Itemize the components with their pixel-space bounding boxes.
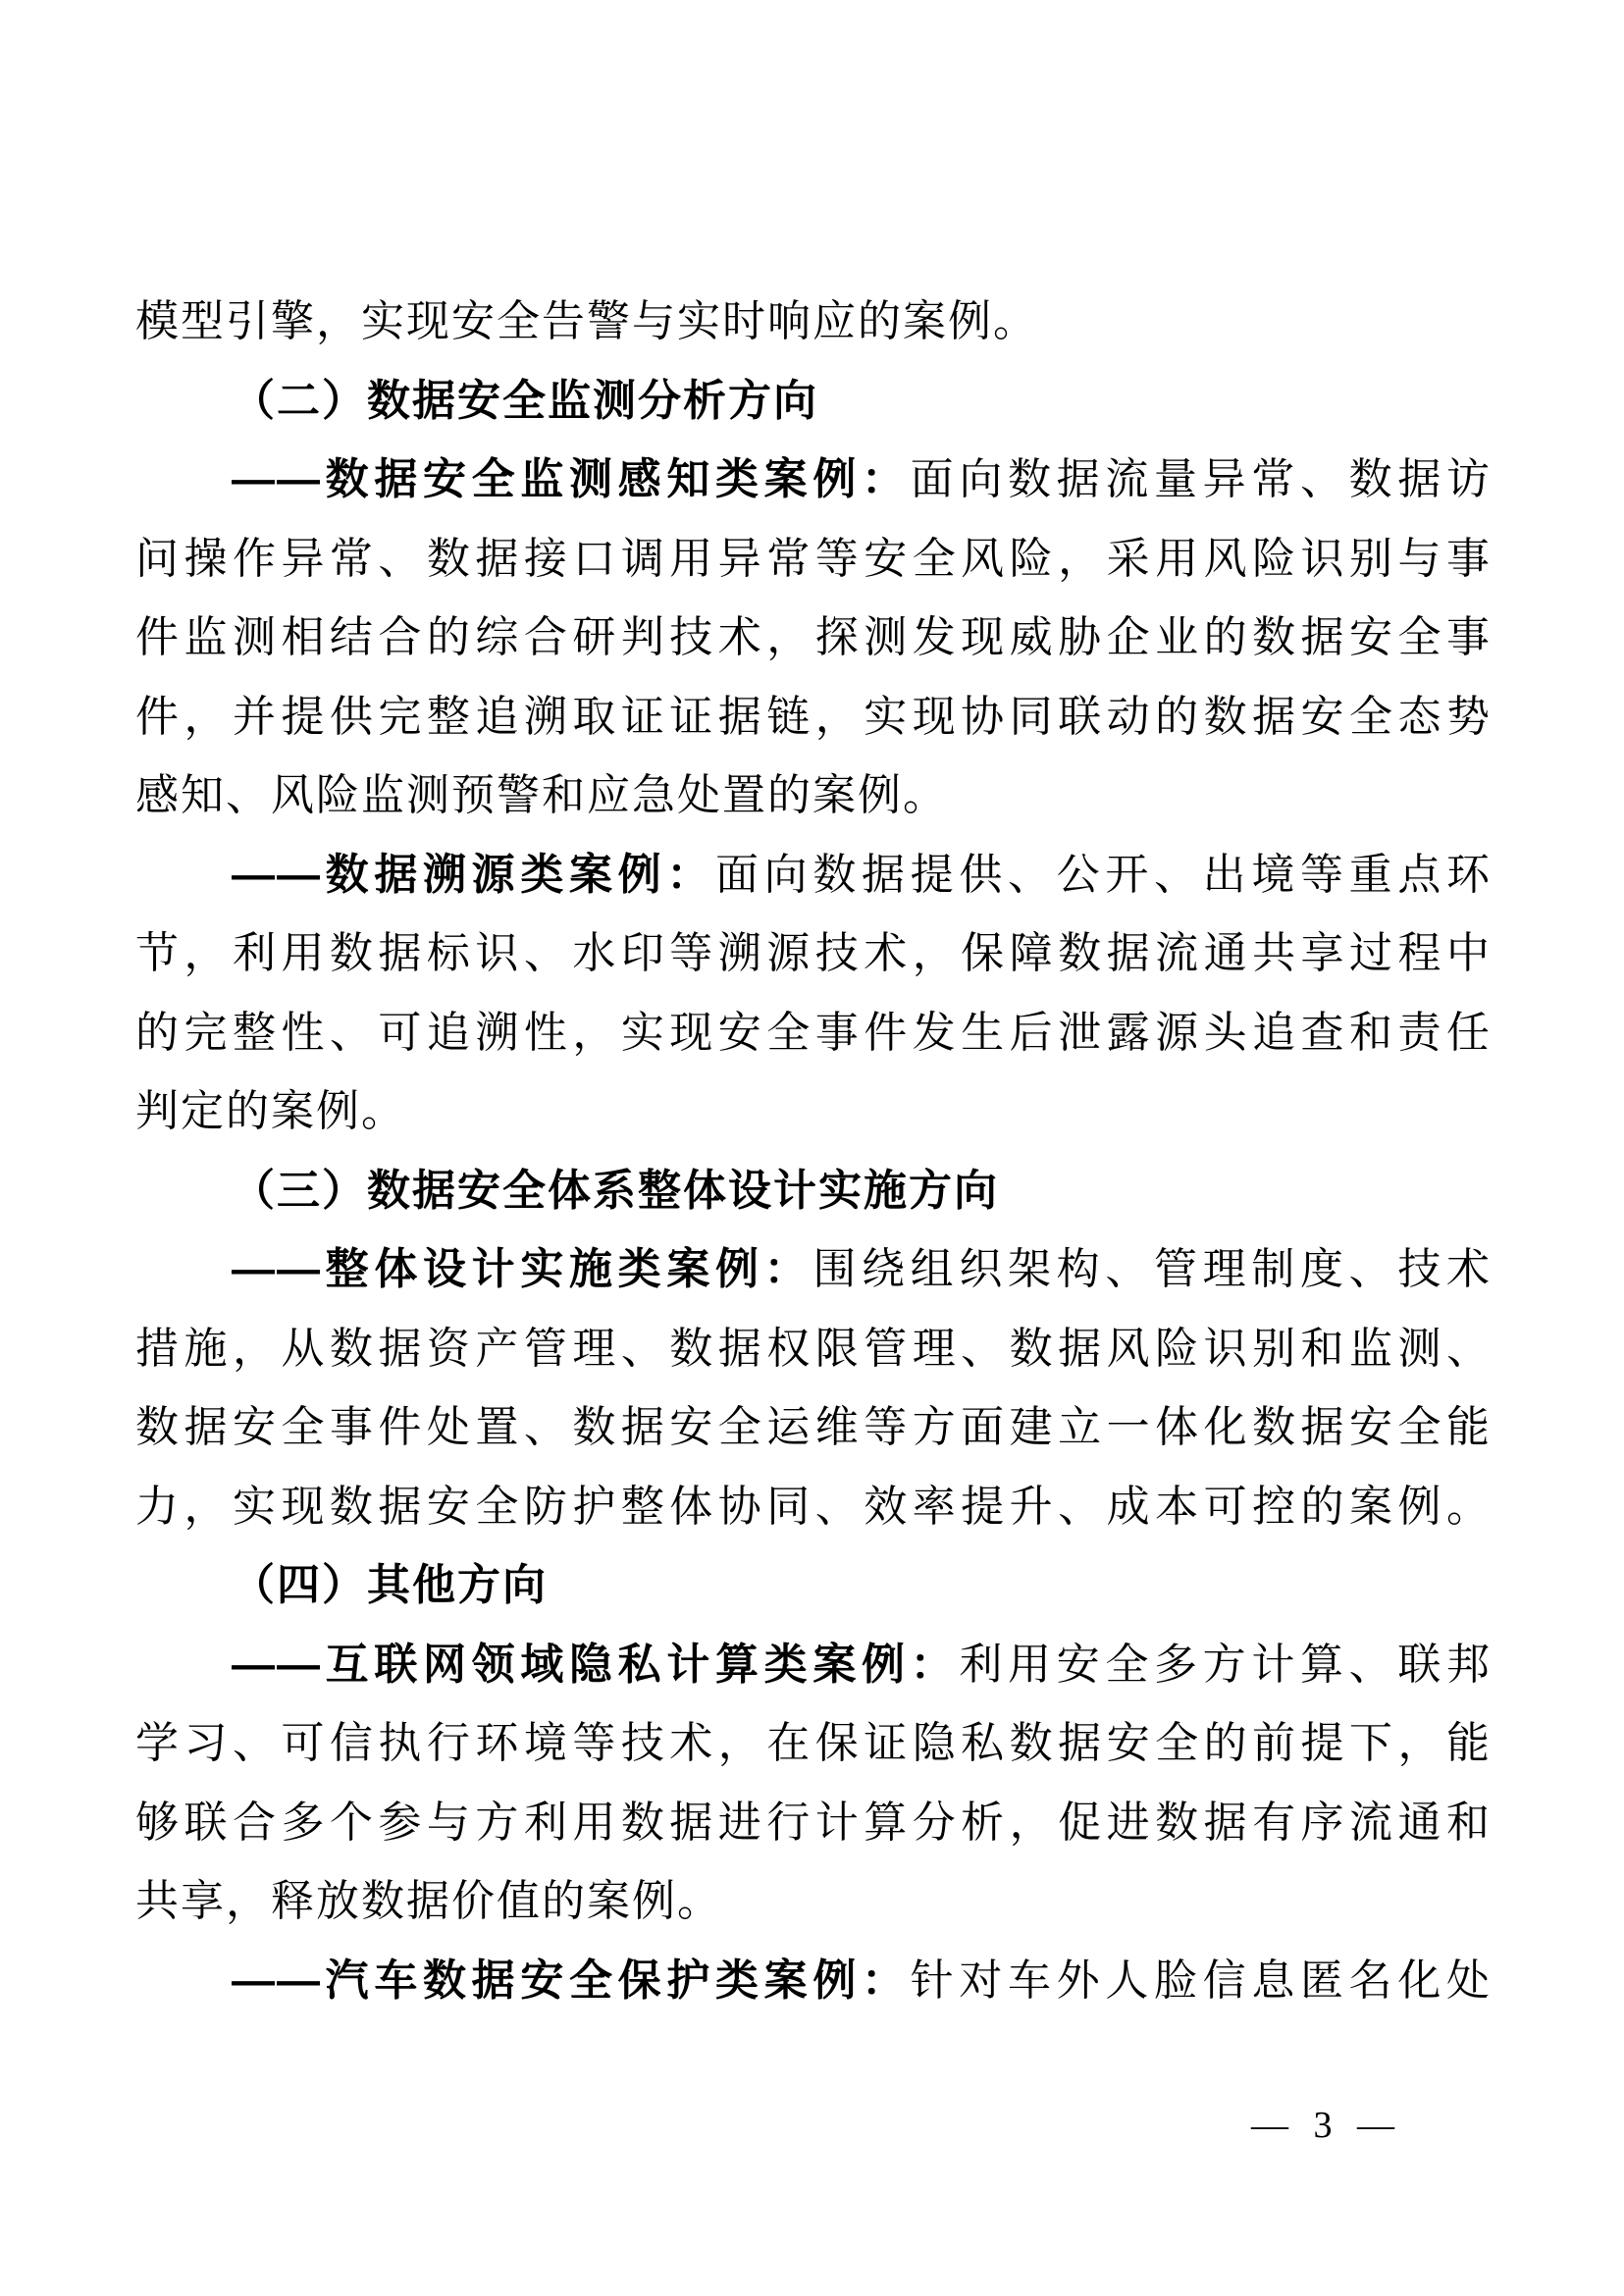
text-line — [135, 441, 1492, 520]
text-segment: 措施，从数据资产管理、数据权限管理、数据风险识别和监测、 — [135, 1324, 1492, 1373]
section-heading — [135, 1546, 1492, 1626]
text-line — [135, 1468, 1492, 1547]
text-segment: 利用安全多方计算、联邦 — [959, 1640, 1493, 1689]
page-number: — 3 — — [1251, 2105, 1396, 2146]
document-body — [135, 283, 1492, 2020]
text-segment: 判定的案例。 — [135, 1087, 406, 1135]
text-segment: ——汽车数据安全保护类案例： — [232, 1956, 911, 2005]
text-segment: 模型引擎，实现安全告警与实时响应的案例。 — [135, 297, 1038, 345]
text-segment: 节，利用数据标识、水印等溯源技术，保障数据流通共享过程中 — [135, 929, 1492, 977]
text-line — [135, 1388, 1492, 1468]
section-heading — [135, 1152, 1492, 1231]
text-line — [135, 914, 1492, 994]
text-segment: 力，实现数据安全防护整体协同、效率提升、成本可控的案例。 — [135, 1482, 1492, 1531]
text-segment: 问操作异常、数据接口调用异常等安全风险，采用风险识别与事 — [135, 534, 1492, 583]
text-line — [135, 836, 1492, 915]
text-line — [135, 1704, 1492, 1784]
text-segment: 件，并提供完整追溯取证证据链，实现协同联动的数据安全态势 — [135, 692, 1492, 741]
text-line — [135, 1310, 1492, 1389]
text-segment: 面向数据流量异常、数据访 — [910, 455, 1493, 503]
text-line — [135, 994, 1492, 1073]
text-segment: ——互联网领域隐私计算类案例： — [232, 1640, 960, 1689]
text-line — [135, 1862, 1492, 1942]
text-line — [135, 1072, 1492, 1152]
text-segment: ——整体设计实施类案例： — [232, 1245, 813, 1293]
text-segment: 数据安全事件处置、数据安全运维等方面建立一体化数据安全能 — [135, 1403, 1492, 1451]
text-segment: 感知、风险监测预警和应急处置的案例。 — [135, 771, 948, 819]
text-line — [135, 757, 1492, 836]
text-line — [135, 678, 1492, 757]
text-segment: ——数据溯源类案例： — [232, 850, 715, 899]
text-segment: 的完整性、可追溯性，实现安全事件发生后泄露源头追查和责任 — [135, 1008, 1492, 1057]
text-segment: 学习、可信执行环境等技术，在保证隐私数据安全的前提下，能 — [135, 1719, 1492, 1767]
text-line — [135, 1784, 1492, 1863]
text-line — [135, 283, 1492, 362]
text-line — [135, 1230, 1492, 1310]
text-line — [135, 520, 1492, 600]
text-line — [135, 599, 1492, 678]
text-segment: （二）数据安全监测分析方向 — [232, 376, 818, 425]
text-segment: 件监测相结合的综合研判技术，探测发现威胁企业的数据安全事 — [135, 613, 1492, 661]
text-line — [135, 1942, 1492, 2021]
text-segment: 针对车外人脸信息匿名化处 — [910, 1956, 1493, 2005]
text-segment: 共享，释放数据价值的案例。 — [135, 1877, 722, 1925]
text-segment: 够联合多个参与方利用数据进行计算分析，促进数据有序流通和 — [135, 1798, 1492, 1847]
text-segment: 围绕组织架构、管理制度、技术 — [812, 1245, 1493, 1293]
text-line — [135, 1626, 1492, 1705]
text-segment: ——数据安全监测感知类案例： — [232, 455, 911, 503]
section-heading — [135, 362, 1492, 442]
text-segment: （三）数据安全体系整体设计实施方向 — [232, 1166, 999, 1215]
text-segment: （四）其他方向 — [232, 1561, 548, 1609]
text-segment: 面向数据提供、公开、出境等重点环 — [715, 850, 1492, 899]
